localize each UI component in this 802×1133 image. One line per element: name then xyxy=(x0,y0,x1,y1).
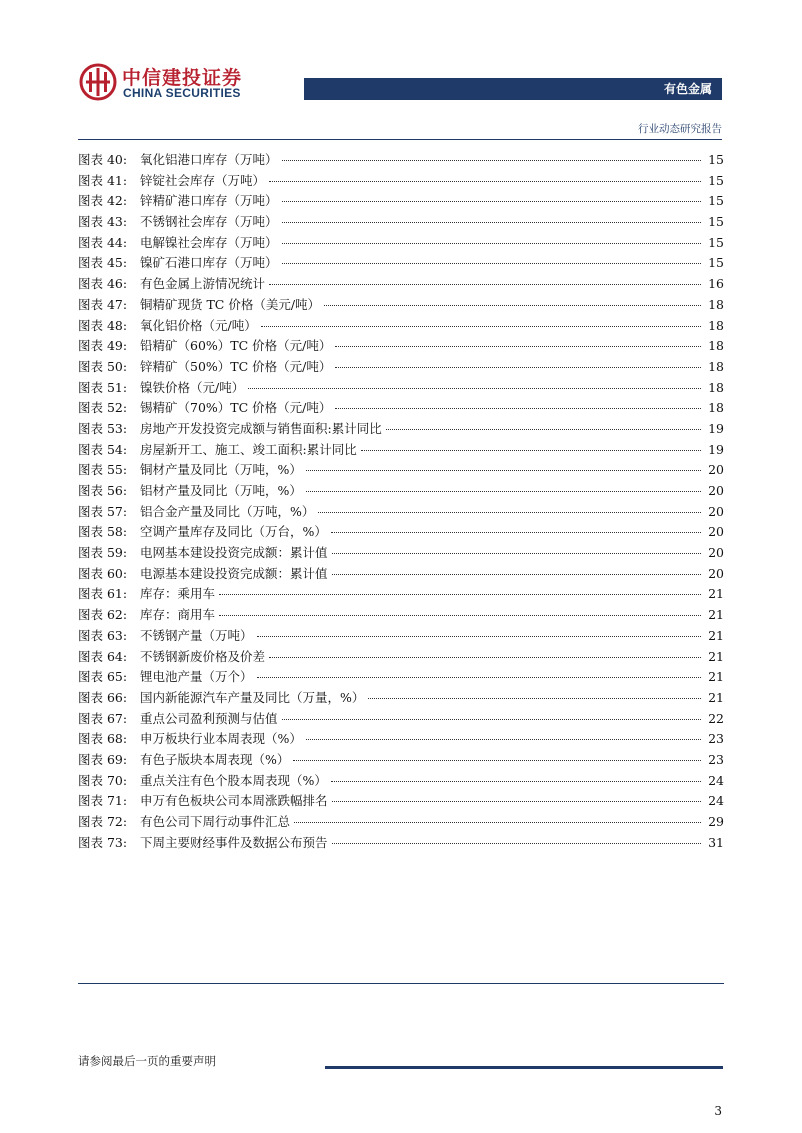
toc-entry-label: 图表 48: xyxy=(78,317,128,333)
toc-leader-dots xyxy=(332,801,701,802)
toc-leader-dots xyxy=(248,388,701,389)
toc-entry[interactable] xyxy=(78,791,724,812)
toc-leader-dots xyxy=(331,781,701,782)
toc-leader-dots xyxy=(257,636,701,637)
toc-entry-page: 20 xyxy=(708,565,724,581)
toc-entry[interactable] xyxy=(78,440,724,461)
toc-leader-dots xyxy=(282,160,701,161)
toc-entry-label: 图表 64: xyxy=(78,648,128,664)
toc-entry-page: 15 xyxy=(708,234,724,250)
toc-entry-title: 铝合金产量及同比（万吨，%） xyxy=(140,503,315,519)
content-bottom-divider xyxy=(78,983,724,984)
toc-leader-dots xyxy=(282,719,701,720)
sector-banner xyxy=(304,78,722,100)
toc-entry-page: 21 xyxy=(708,648,724,664)
toc-entry-title: 铜材产量及同比（万吨，%） xyxy=(140,462,302,478)
toc-entry[interactable] xyxy=(78,274,724,295)
toc-entry[interactable] xyxy=(78,833,724,854)
toc-entry-page: 21 xyxy=(708,669,724,685)
toc-entry[interactable] xyxy=(78,605,724,626)
toc-leader-dots xyxy=(257,677,701,678)
toc-leader-dots xyxy=(335,346,701,347)
toc-entry[interactable] xyxy=(78,336,724,357)
toc-entry-page: 19 xyxy=(708,420,724,436)
toc-leader-dots xyxy=(306,470,701,471)
toc-entry-title: 申万板块行业本周表现（%） xyxy=(140,731,302,747)
toc-entry-page: 16 xyxy=(708,276,724,292)
toc-entry[interactable] xyxy=(78,543,724,564)
toc-entry-title: 电解镍社会库存（万吨） xyxy=(140,234,278,250)
toc-entry[interactable] xyxy=(78,729,724,750)
toc-entry-label: 图表 58: xyxy=(78,524,128,540)
toc-entry-label: 图表 44: xyxy=(78,234,128,250)
toc-entry-label: 图表 69: xyxy=(78,751,128,767)
toc-entry-page: 24 xyxy=(708,772,724,788)
toc-entry-title: 不锈钢社会库存（万吨） xyxy=(140,214,278,230)
toc-entry-label: 图表 71: xyxy=(78,793,128,809)
toc-leader-dots xyxy=(386,429,701,430)
toc-entry[interactable] xyxy=(78,688,724,709)
toc-entry-label: 图表 55: xyxy=(78,462,128,478)
toc-entry-label: 图表 59: xyxy=(78,545,128,561)
toc-entry[interactable] xyxy=(78,295,724,316)
toc-entry[interactable] xyxy=(78,419,724,440)
toc-entry-page: 20 xyxy=(708,503,724,519)
toc-entry-page: 15 xyxy=(708,255,724,271)
toc-entry-label: 图表 57: xyxy=(78,503,128,519)
toc-entry-page: 23 xyxy=(708,751,724,767)
toc-leader-dots xyxy=(331,532,701,533)
toc-entry-label: 图表 52: xyxy=(78,400,128,416)
toc-entry-label: 图表 65: xyxy=(78,669,128,685)
toc-leader-dots xyxy=(306,739,701,740)
toc-leader-dots xyxy=(269,181,701,182)
toc-entry-title: 国内新能源汽车产量及同比（万量，%） xyxy=(140,689,365,705)
toc-leader-dots xyxy=(335,408,701,409)
toc-entry-title: 铅精矿（60%）TC 价格（元/吨） xyxy=(140,338,332,354)
toc-entry-page: 18 xyxy=(708,400,724,416)
toc-entry-page: 21 xyxy=(708,627,724,643)
toc-entry-title: 锡精矿（70%）TC 价格（元/吨） xyxy=(140,400,332,416)
toc-entry[interactable] xyxy=(78,481,724,502)
toc-entry-page: 21 xyxy=(708,607,724,623)
company-name-en: CHINA SECURITIES xyxy=(123,86,241,100)
toc-entry-title: 不锈钢产量（万吨） xyxy=(140,627,253,643)
toc-entry-label: 图表 66: xyxy=(78,689,128,705)
toc-entry-title: 锌精矿（50%）TC 价格（元/吨） xyxy=(140,358,332,374)
toc-entry-label: 图表 73: xyxy=(78,834,128,850)
toc-entry-page: 15 xyxy=(708,152,724,167)
toc-entry-title: 氧化铝港口库存（万吨） xyxy=(140,152,278,167)
toc-leader-dots xyxy=(269,284,701,285)
toc-entry-page: 19 xyxy=(708,441,724,457)
toc-entry-title: 镍铁价格（元/吨） xyxy=(140,379,245,395)
toc-entry-label: 图表 70: xyxy=(78,772,128,788)
toc-entry-label: 图表 67: xyxy=(78,710,128,726)
toc-entry[interactable] xyxy=(78,398,724,419)
toc-entry-label: 图表 63: xyxy=(78,627,128,643)
toc-leader-dots xyxy=(261,326,701,327)
toc-entry[interactable] xyxy=(78,667,724,688)
toc-leader-dots xyxy=(219,615,701,616)
toc-entry-title: 房屋新开工、施工、竣工面积:累计同比 xyxy=(140,441,357,457)
toc-entry-title: 房地产开发投资完成额与销售面积:累计同比 xyxy=(140,420,382,436)
toc-entry-page: 21 xyxy=(708,689,724,705)
report-type: 行业动态研究报告 xyxy=(638,123,722,135)
toc-entry-title: 有色子版块本周表现（%） xyxy=(140,751,290,767)
toc-leader-dots xyxy=(294,822,701,823)
toc-entry-label: 图表 60: xyxy=(78,565,128,581)
toc-entry[interactable] xyxy=(78,212,724,233)
toc-entry-label: 图表 49: xyxy=(78,338,128,354)
citic-logo-icon xyxy=(78,62,118,102)
disclaimer-note: 请参阅最后一页的重要声明 xyxy=(78,1054,216,1068)
toc-entry-page: 18 xyxy=(708,358,724,374)
toc-entry[interactable] xyxy=(78,647,724,668)
toc-entry-title: 电网基本建设投资完成额：累计值 xyxy=(140,545,328,561)
toc-leader-dots xyxy=(219,594,701,595)
toc-entry-label: 图表 62: xyxy=(78,607,128,623)
company-name-cn: 中信建投证券 xyxy=(122,67,243,89)
toc-entry-page: 29 xyxy=(708,814,724,829)
toc-entry-page: 18 xyxy=(708,296,724,312)
toc-entry[interactable] xyxy=(78,502,724,523)
toc-entry[interactable] xyxy=(78,191,724,212)
toc-entry-page: 24 xyxy=(708,793,724,809)
toc-entry-title: 库存：乘用车 xyxy=(140,586,216,602)
toc-entry[interactable] xyxy=(78,460,724,481)
toc-entry-title: 锌锭社会库存（万吨） xyxy=(140,172,266,188)
toc-entry-page: 20 xyxy=(708,545,724,561)
toc-entry-label: 图表 53: xyxy=(78,420,128,436)
toc-entry[interactable] xyxy=(78,812,724,833)
toc-entry-label: 图表 43: xyxy=(78,214,128,230)
toc-entry-title: 铜精矿现货 TC 价格（美元/吨） xyxy=(140,296,321,312)
toc-leader-dots xyxy=(306,491,701,492)
toc-entry-title: 铝材产量及同比（万吨，%） xyxy=(140,483,302,498)
toc-leader-dots xyxy=(282,243,701,244)
header-divider xyxy=(78,139,722,140)
toc-entry-page: 23 xyxy=(708,731,724,747)
toc-entry-page: 15 xyxy=(708,214,724,230)
toc-leader-dots xyxy=(332,553,701,554)
toc-entry[interactable] xyxy=(78,626,724,647)
toc-entry[interactable] xyxy=(78,150,724,171)
toc-entry-title: 空调产量库存及同比（万台，%） xyxy=(140,524,327,540)
toc-leader-dots xyxy=(361,450,701,451)
toc-leader-dots xyxy=(282,222,701,223)
toc-leader-dots xyxy=(368,698,701,699)
toc-leader-dots xyxy=(332,574,701,575)
toc-entry-page: 21 xyxy=(708,586,724,602)
toc-entry[interactable] xyxy=(78,233,724,254)
toc-entry-page: 22 xyxy=(708,710,724,726)
toc-entry-label: 图表 72: xyxy=(78,814,128,829)
toc-entry-page: 20 xyxy=(708,524,724,540)
footer-divider xyxy=(325,1066,723,1069)
toc-entry-page: 20 xyxy=(708,462,724,478)
toc-entry[interactable] xyxy=(78,378,724,399)
toc-entry-page: 18 xyxy=(708,338,724,354)
toc-entry-title: 重点公司盈利预测与估值 xyxy=(140,710,278,726)
toc-entry[interactable] xyxy=(78,253,724,274)
toc-entry-page: 15 xyxy=(708,172,724,188)
toc-entry[interactable] xyxy=(78,522,724,543)
toc-entry-title: 不锈钢新废价格及价差 xyxy=(140,648,266,664)
toc-entry[interactable] xyxy=(78,750,724,771)
toc-entry[interactable] xyxy=(78,584,724,605)
toc-entry-title: 氧化铝价格（元/吨） xyxy=(140,317,257,333)
toc-entry[interactable] xyxy=(78,709,724,730)
toc-leader-dots xyxy=(282,201,701,202)
toc-entry-title: 有色金属上游情况统计 xyxy=(140,276,266,292)
toc-entry-title: 电源基本建设投资完成额：累计值 xyxy=(140,565,328,581)
toc-entry-title: 镍矿石港口库存（万吨） xyxy=(140,255,278,271)
toc-entry-title: 下周主要财经事件及数据公布预告 xyxy=(140,834,328,850)
company-logo xyxy=(78,62,258,102)
toc-entry-label: 图表 50: xyxy=(78,358,128,374)
toc-entry-label: 图表 51: xyxy=(78,379,128,395)
toc-entry[interactable] xyxy=(78,171,724,192)
toc-leader-dots xyxy=(335,367,701,368)
toc-leader-dots xyxy=(324,305,701,306)
sector-label: 有色金属 xyxy=(663,82,712,96)
toc-entry-label: 图表 54: xyxy=(78,441,128,457)
toc-entry-page: 31 xyxy=(708,834,724,850)
toc-entry[interactable] xyxy=(78,316,724,337)
toc-entry-page: 20 xyxy=(708,483,724,498)
toc-entry-page: 15 xyxy=(708,193,724,209)
toc-entry[interactable] xyxy=(78,564,724,585)
toc-entry-label: 图表 47: xyxy=(78,296,128,312)
toc-leader-dots xyxy=(293,760,701,761)
toc-entry-label: 图表 46: xyxy=(78,276,128,292)
toc-leader-dots xyxy=(318,512,701,513)
toc-entry-label: 图表 56: xyxy=(78,483,128,498)
toc-leader-dots xyxy=(332,843,701,844)
toc-entry-title: 重点关注有色个股本周表现（%） xyxy=(140,772,327,788)
toc-entry-title: 有色公司下周行动事件汇总 xyxy=(140,814,291,829)
toc-entry-label: 图表 68: xyxy=(78,731,128,747)
page-number: 3 xyxy=(714,1104,722,1118)
figure-index xyxy=(78,150,724,853)
toc-leader-dots xyxy=(282,263,701,264)
toc-entry-label: 图表 41: xyxy=(78,172,128,188)
toc-entry-title: 库存：商用车 xyxy=(140,607,216,623)
toc-entry-label: 图表 40: xyxy=(78,152,128,167)
toc-entry-title: 锌精矿港口库存（万吨） xyxy=(140,193,278,209)
toc-entry-label: 图表 45: xyxy=(78,255,128,271)
toc-entry-page: 18 xyxy=(708,317,724,333)
toc-entry-page: 18 xyxy=(708,379,724,395)
toc-entry-label: 图表 42: xyxy=(78,193,128,209)
toc-entry-label: 图表 61: xyxy=(78,586,128,602)
toc-entry[interactable] xyxy=(78,357,724,378)
toc-entry[interactable] xyxy=(78,771,724,792)
toc-entry-title: 申万有色板块公司本周涨跌幅排名 xyxy=(140,793,328,809)
toc-leader-dots xyxy=(269,657,701,658)
toc-entry-title: 锂电池产量（万个） xyxy=(140,669,253,685)
